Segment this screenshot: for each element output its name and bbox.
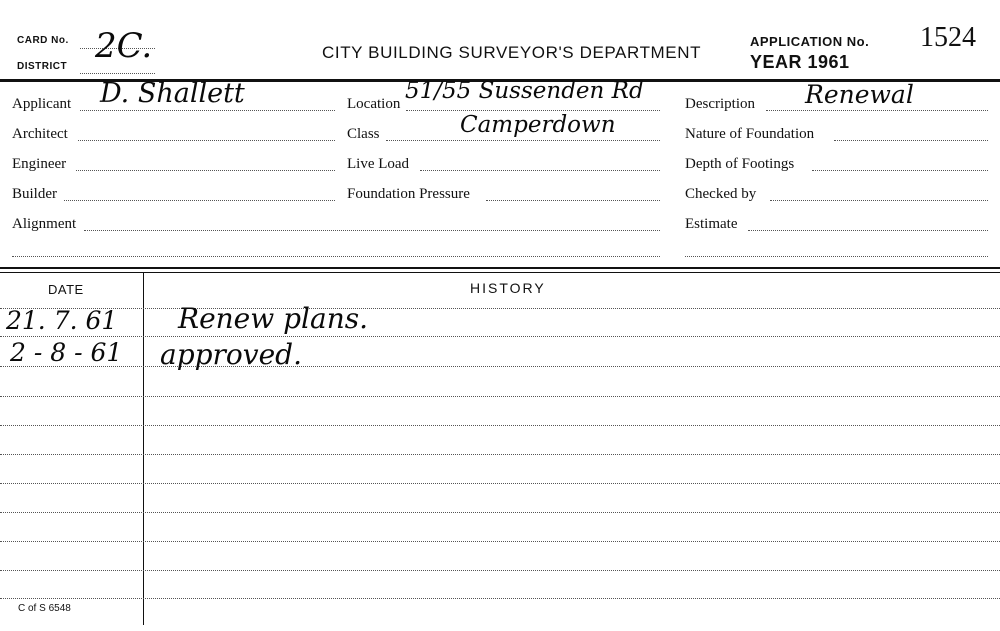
alignment-line — [84, 230, 660, 231]
application-number: 1524 — [920, 22, 976, 53]
architect-line — [78, 140, 335, 141]
history-entry-text-2: approved. — [160, 338, 302, 371]
applicant-value: D. Shallett — [100, 78, 245, 109]
application-label: APPLICATION No. — [750, 34, 870, 49]
district-line — [80, 73, 155, 74]
depth-of-footings-label: Depth of Footings — [685, 156, 795, 172]
class-line — [386, 140, 660, 141]
card-no-value: 2C. — [95, 26, 153, 66]
date-column-divider — [143, 273, 144, 625]
location-label: Location — [347, 96, 401, 112]
builder-label: Builder — [12, 186, 57, 202]
description-line — [766, 110, 988, 111]
applicant-label: Applicant — [12, 96, 72, 112]
card-no-label: CARD No. — [17, 35, 69, 46]
foundation-pressure-label: Foundation Pressure — [347, 186, 470, 202]
foundation-pressure-line — [486, 200, 660, 201]
estimate-line-2 — [685, 256, 988, 257]
history-rule-top-2 — [0, 272, 1000, 273]
district-label: DISTRICT — [17, 61, 68, 72]
location-line — [406, 110, 660, 111]
checked-by-line — [770, 200, 988, 201]
live-load-line — [420, 170, 660, 171]
location-value-line2: Camperdown — [460, 112, 616, 138]
class-label: Class — [347, 126, 380, 142]
history-column-header: HISTORY — [470, 280, 546, 296]
year-label: YEAR 1961 — [750, 52, 850, 72]
engineer-label: Engineer — [12, 156, 67, 172]
location-value-line1: 51/55 Sussenden Rd — [405, 78, 644, 104]
history-rule-top — [0, 267, 1000, 269]
nature-of-foundation-label: Nature of Foundation — [685, 126, 815, 142]
date-column-header: DATE — [48, 282, 84, 297]
history-entry-date-1: 21. 7. 61 — [6, 306, 118, 335]
depth-of-footings-line — [812, 170, 988, 171]
builder-line — [64, 200, 335, 201]
history-entry-text-1: Renew plans. — [178, 302, 368, 335]
engineer-line — [76, 170, 335, 171]
description-value: Renewal — [805, 80, 914, 109]
form-code: C of S 6548 — [18, 603, 71, 614]
description-label: Description — [685, 96, 755, 112]
estimate-label: Estimate — [685, 216, 738, 232]
alignment-line-2 — [12, 256, 660, 257]
architect-label: Architect — [12, 126, 68, 142]
checked-by-label: Checked by — [685, 186, 757, 202]
history-entry-date-2: 2 - 8 - 61 — [10, 338, 123, 367]
applicant-line — [80, 110, 335, 111]
live-load-label: Live Load — [347, 156, 410, 172]
estimate-line — [748, 230, 988, 231]
nature-of-foundation-line — [834, 140, 988, 141]
department-title: CITY BUILDING SURVEYOR'S DEPARTMENT — [322, 43, 702, 62]
alignment-label: Alignment — [12, 216, 77, 232]
